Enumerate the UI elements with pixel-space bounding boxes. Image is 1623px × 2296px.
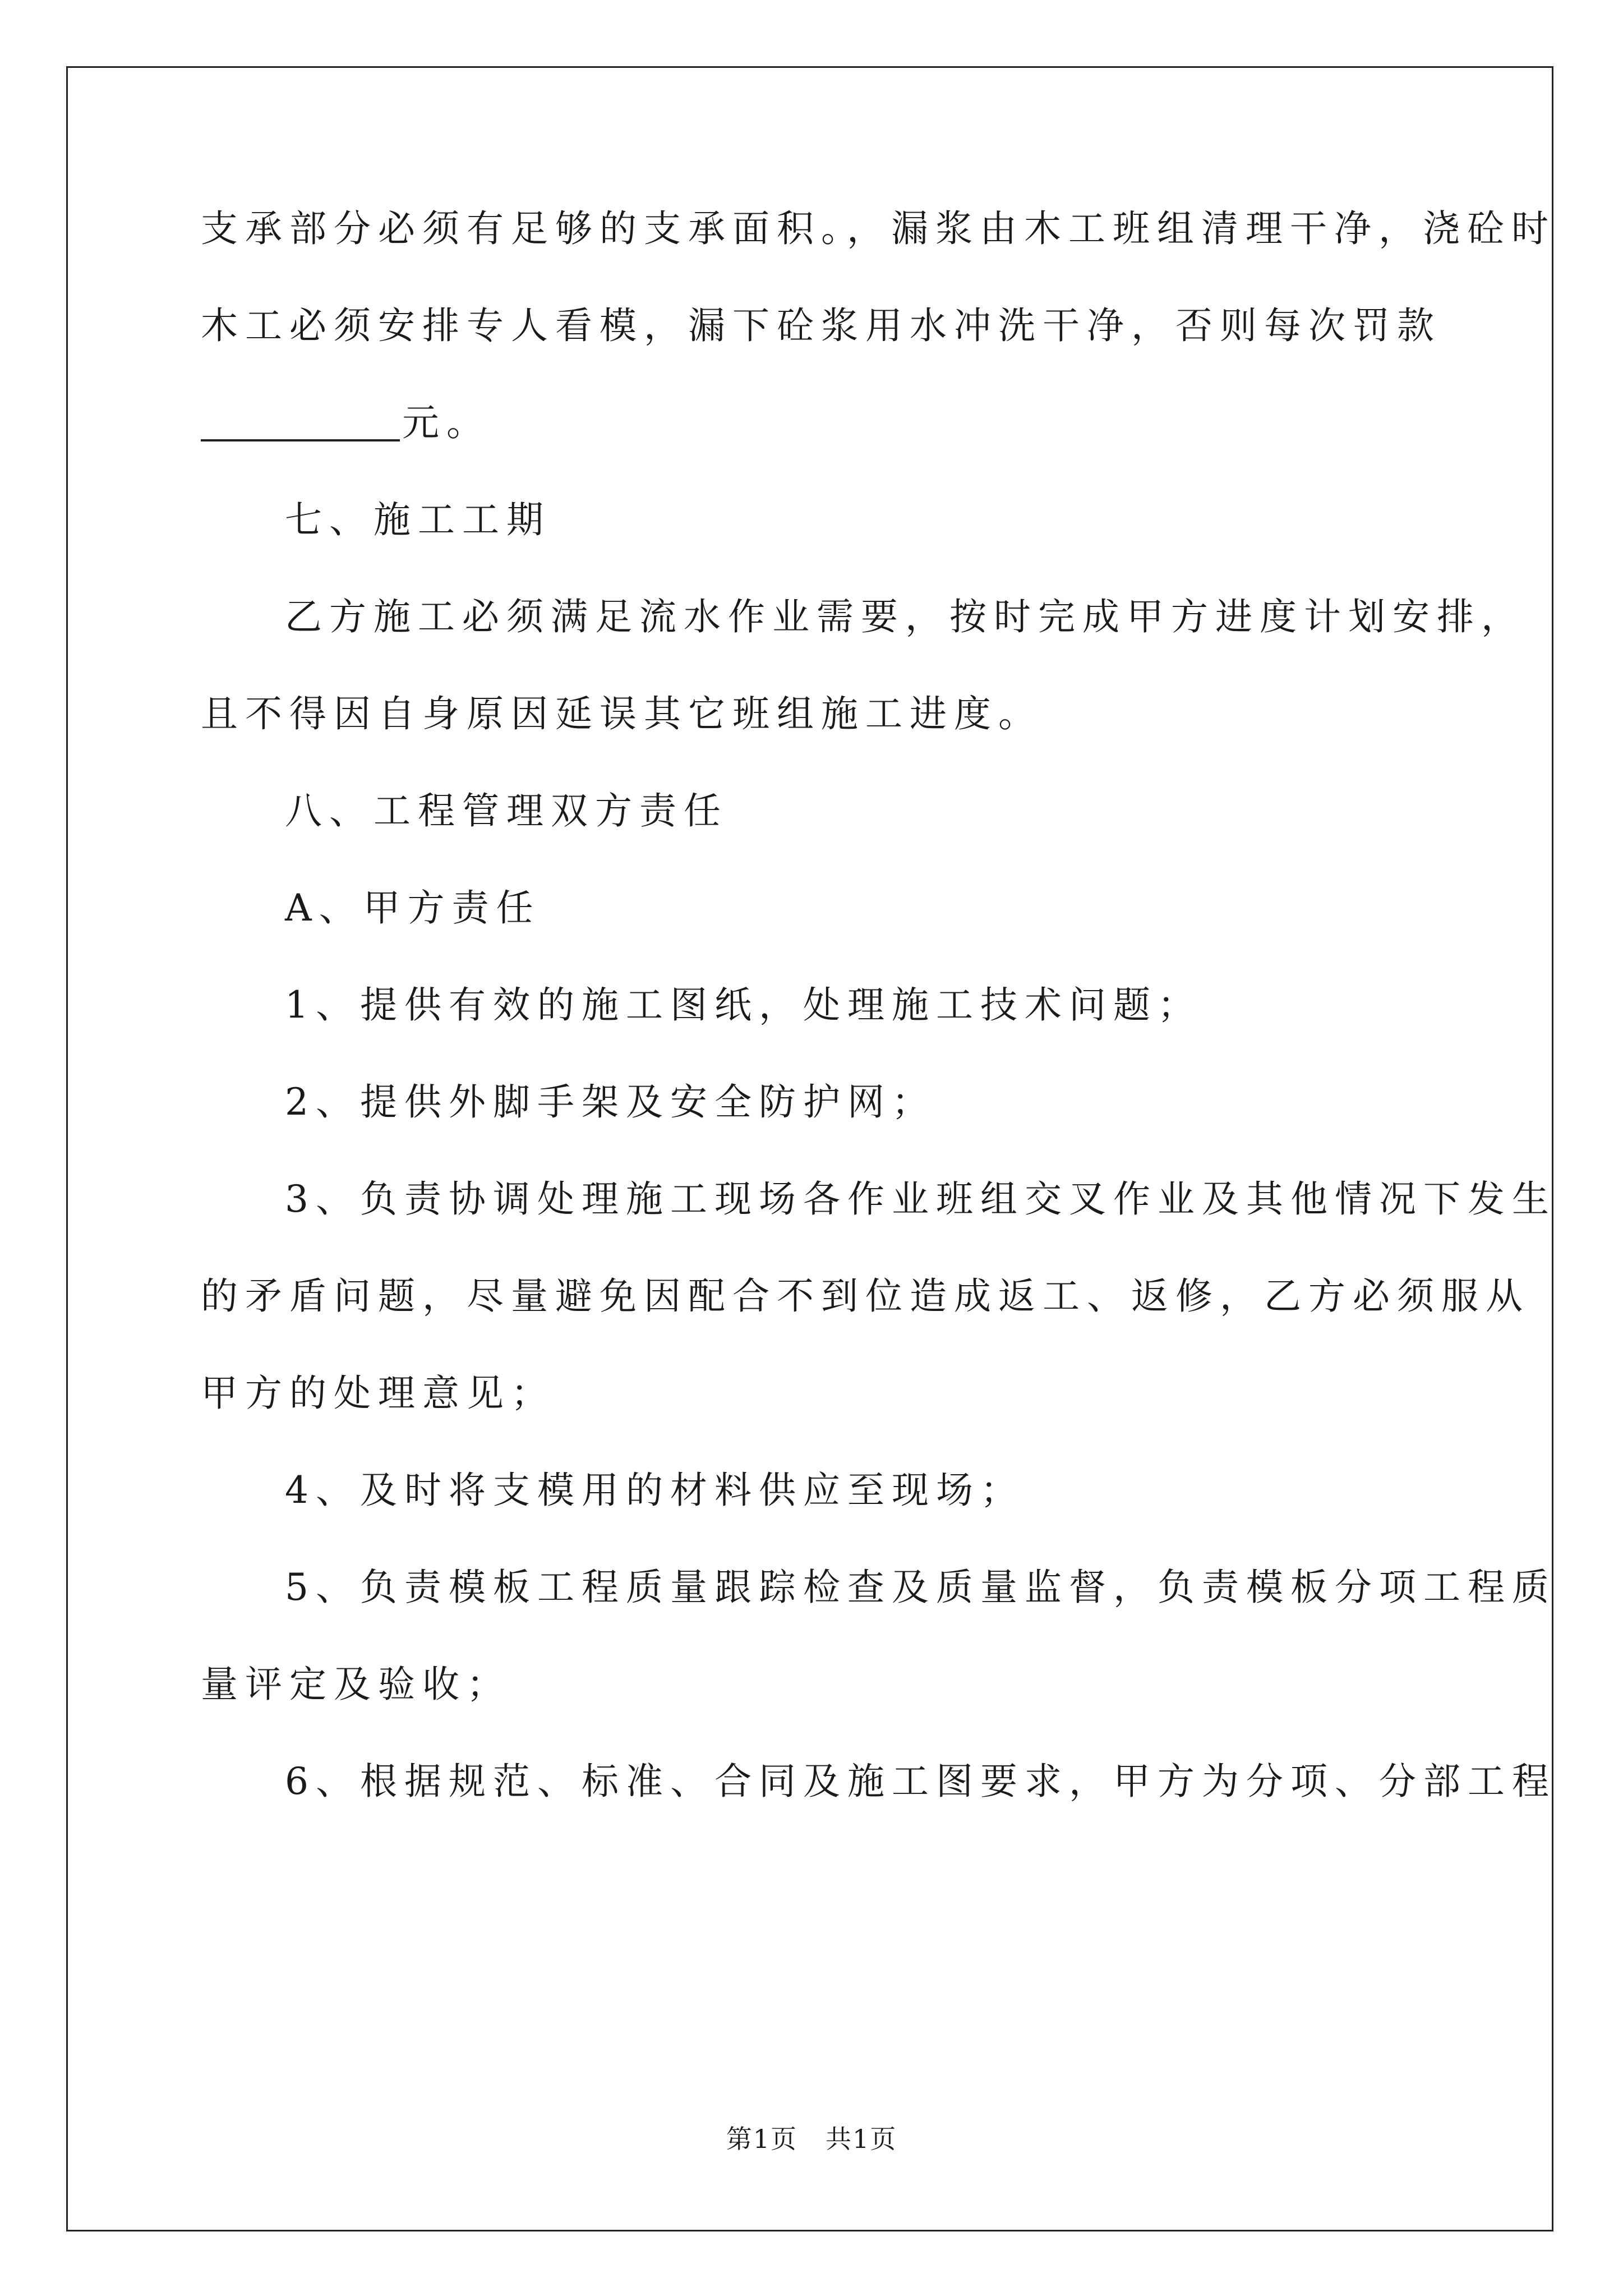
list-item-3: 3、负责协调处理施工现场各作业班组交叉作业及其他情况下发生	[285, 1177, 1556, 1221]
paragraph-line-1: 支承部分必须有足够的支承面积。，漏浆由木工班组清理干净，浇砼时	[201, 207, 1556, 250]
list-item-4: 4、及时将支模用的材料供应至现场；	[285, 1469, 1025, 1512]
section-heading-responsibilities: 八、工程管理双方责任	[285, 789, 728, 832]
paragraph-line-2: 木工必须安排专人看模，漏下砼浆用水冲洗干净，否则每次罚款	[201, 304, 1441, 347]
page-total: 共1页	[825, 2124, 897, 2154]
paragraph-line-3	[201, 401, 491, 444]
list-item-6: 6、根据规范、标准、合同及施工图要求，甲方为分项、分部工程	[285, 1760, 1556, 1803]
paragraph-line-5: 乙方施工必须满足流水作业需要，按时完成甲方进度计划安排，	[285, 595, 1525, 638]
list-item-3-cont-1: 的矛盾问题，尽量避免因配合不到位造成返工、返修，乙方必须服从	[201, 1274, 1530, 1318]
page-footer	[0, 2126, 1623, 2152]
section-heading-schedule: 七、施工工期	[285, 498, 551, 541]
list-item-1: 1、提供有效的施工图纸，处理施工技术问题；	[285, 983, 1202, 1027]
paragraph-line-6: 且不得因自身原因延误其它班组施工进度。	[201, 692, 1043, 735]
list-item-5-cont: 量评定及验收；	[201, 1663, 511, 1706]
page-border	[66, 66, 1553, 2231]
list-item-5: 5、负责模板工程质量跟踪检查及质量监督，负责模板分项工程质	[285, 1566, 1556, 1609]
fill-in-blank	[201, 406, 400, 441]
list-item-3-cont-2: 甲方的处理意见；	[201, 1372, 555, 1415]
currency-unit: 元。	[402, 401, 491, 444]
page-number: 第1页	[726, 2124, 798, 2154]
subsection-heading-party-a: A、甲方责任	[285, 886, 541, 930]
list-item-2: 2、提供外脚手架及安全防护网；	[285, 1080, 936, 1124]
